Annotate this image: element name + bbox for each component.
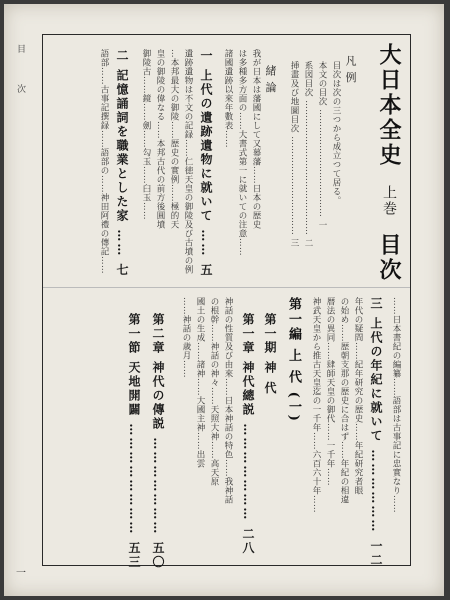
chokuron-line: 我が日本は藩國にして又幕藩……日本の歴史	[251, 49, 261, 229]
section-1-heading-lower: 第一節 天地開闢 …………………… 五三	[127, 313, 141, 570]
section-1-line: 御陵古……鏡……劍……勾玉……臼玉……	[141, 49, 151, 220]
section-2-line: 語部……古事記撰録……語部の……神田阿禮の傳記……	[99, 49, 109, 274]
section-1-heading: 一 上代の遺跡遺物に就いて …… 五	[199, 49, 213, 278]
chapter-2-heading: 第二章 神代の傳説 ………………… 五〇	[151, 313, 165, 570]
document-page	[4, 4, 444, 596]
section-3-line: 神武天皇から推古天皇迄の一千年……六百六十年……	[311, 297, 321, 513]
chapter-1-line: 國土の生成……諸神……大國主神……出雲	[195, 297, 205, 468]
running-head: 目 次	[15, 44, 25, 107]
hanrei-line: 系図目次 ……………………………………… 二	[303, 61, 313, 248]
content-frame	[42, 34, 411, 570]
hanrei-line: 本文の目次 ……………………………… 一	[317, 61, 327, 230]
hanrei-line: 目次は次の三つから成立つて居る。	[331, 61, 341, 205]
section-3-line: の始め……歴朝支那の歴史に合はず……年紀の相違	[339, 297, 349, 504]
band-divider	[43, 287, 410, 288]
chapter-1-line: ……神話の歳月……	[181, 297, 191, 378]
chokuron-line: は多種多方面の……大書式第一に就いての注意……	[237, 49, 247, 256]
chapter-1-heading: 第一章 神代總説 ………………… 二八	[241, 313, 255, 556]
section-3-line: 暦法の異同……肆師天皇の御代……一千年……	[325, 297, 335, 486]
toc-heading: 目次	[376, 233, 402, 284]
chapter-1-line: の根幹……神話の神々……天照大神……高天原	[209, 297, 219, 486]
section-3-heading: 三 上代の年紀に就いて ……………… 一二	[369, 297, 383, 568]
chokuron-heading: 緒 論	[264, 65, 277, 94]
book-title	[378, 43, 400, 283]
chokuron-line: 諸國遺跡以來年數表……	[223, 49, 233, 148]
hanrei-heading: 凡 例	[344, 55, 357, 84]
hanrei-line: 挿畫及び地圖目次 …………………………… 三	[289, 61, 299, 248]
section-1-line: …本邦最大の御陵……歴史の實例……極的天	[169, 49, 179, 229]
continued-line: ……日本書紀の編纂……語部は古事記に忠實なり……	[391, 297, 401, 513]
page-number: 一	[16, 568, 26, 579]
section-2-heading: 二 記憶誦詞を職業とした家 …… 七	[115, 49, 129, 278]
part-1-heading: 第一編 上 代 (一)	[286, 297, 301, 423]
section-1-line: 皇の御陵の偉なる……本邦古代の前方後圓墳	[155, 49, 165, 229]
section-3-line: 年代の疑問……紀年研究の歴史……年紀研究者眼	[353, 297, 363, 495]
period-1-heading: 第一期 神 代	[263, 313, 277, 396]
section-1-line: 遺跡遺物は不文の記録……仁徳天皇の御陵及び古墳の例	[183, 49, 193, 274]
title-text: 大日本全史	[376, 43, 402, 168]
volume-label: 上巻	[381, 184, 397, 217]
chapter-1-line: 神話の性質及び由來……日本神話の特色……我神話	[223, 297, 233, 504]
